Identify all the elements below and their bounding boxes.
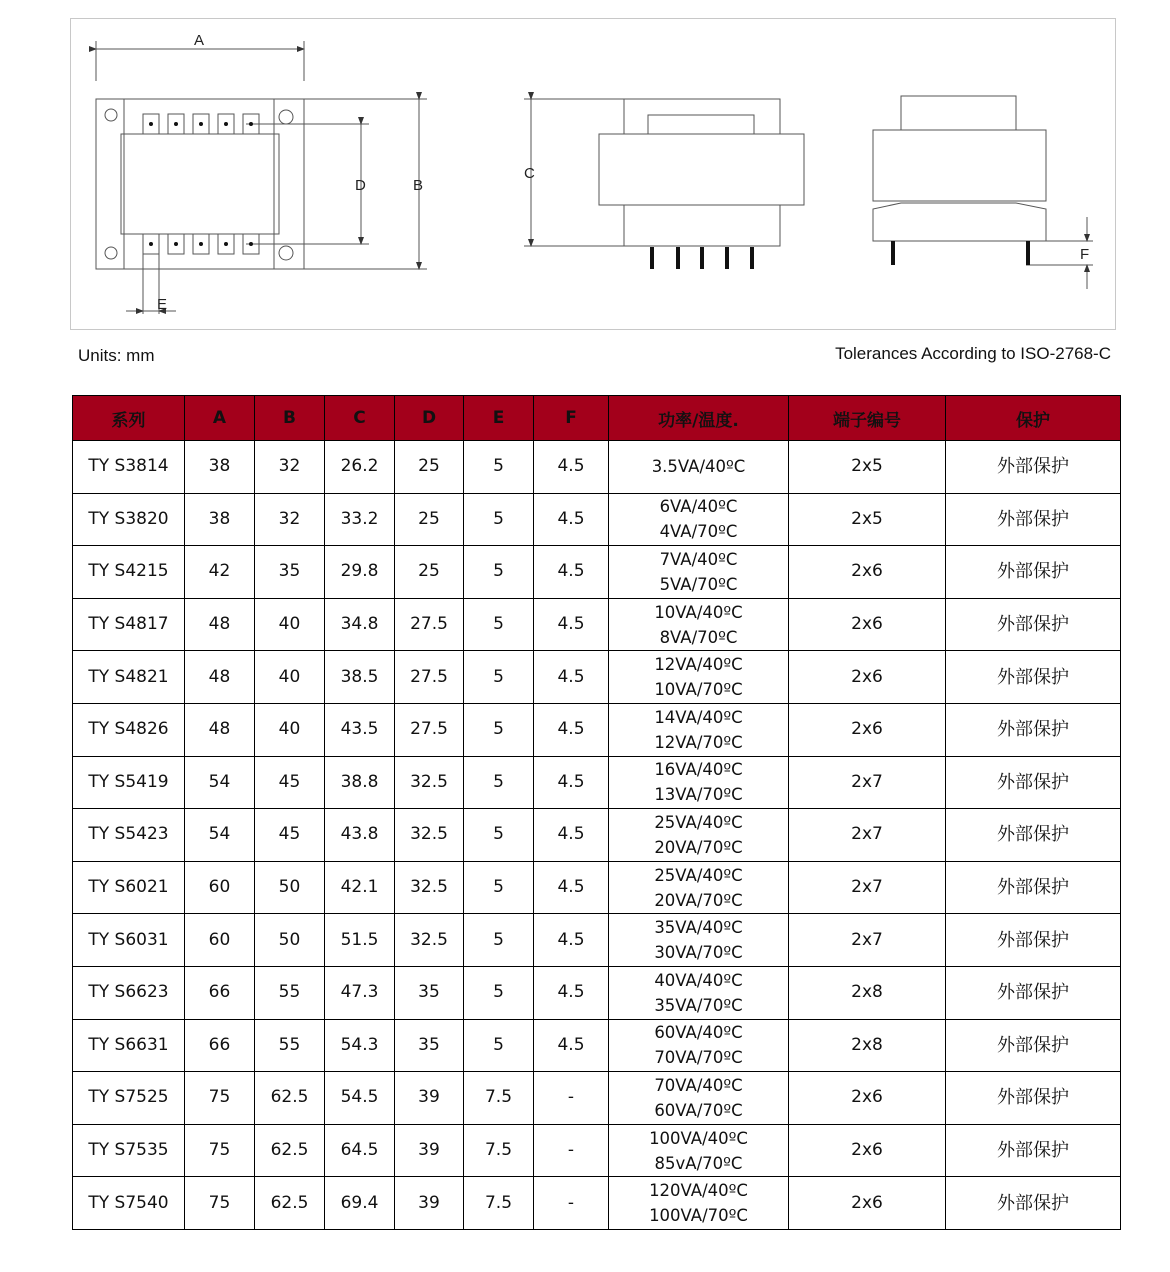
cell-power: [609, 1072, 789, 1125]
cell-a: 60: [185, 861, 255, 914]
table-row: [73, 1124, 1121, 1177]
cell-e: 5: [464, 598, 534, 651]
cell-protection: 外部保护: [946, 861, 1121, 914]
cell-f: -: [534, 1124, 609, 1177]
cell-c: 54.5: [325, 1072, 395, 1125]
power-rating-line: 13VA/70ºC: [654, 785, 743, 805]
cell-protection: 外部保护: [946, 756, 1121, 809]
power-rating-line: 3.5VA/40ºC: [651, 457, 746, 477]
cell-c: 69.4: [325, 1177, 395, 1230]
cell-power: [609, 756, 789, 809]
power-rating-line: 120VA/40ºC: [649, 1181, 748, 1201]
cell-c: 64.5: [325, 1124, 395, 1177]
table-row: [73, 546, 1121, 599]
col-header-e: E: [464, 396, 534, 441]
cell-power: [609, 914, 789, 967]
cell-e: 5: [464, 493, 534, 546]
table-row: [73, 493, 1121, 546]
cell-b: 45: [255, 809, 325, 862]
cell-f: 4.5: [534, 914, 609, 967]
cell-series: TY S7535: [73, 1124, 185, 1177]
cell-f: 4.5: [534, 493, 609, 546]
table-row: [73, 809, 1121, 862]
power-rating-line: 70VA/40ºC: [654, 1075, 743, 1095]
cell-a: 75: [185, 1072, 255, 1125]
cell-b: 40: [255, 598, 325, 651]
cell-terminals: 2x6: [789, 703, 946, 756]
cell-b: 50: [255, 914, 325, 967]
power-rating-line: 40VA/40ºC: [654, 970, 743, 990]
cell-d: 27.5: [395, 703, 464, 756]
cell-e: 7.5: [464, 1177, 534, 1230]
cell-protection: 外部保护: [946, 1124, 1121, 1177]
cell-e: 5: [464, 756, 534, 809]
cell-f: 4.5: [534, 809, 609, 862]
cell-terminals: 2x7: [789, 914, 946, 967]
cell-d: 32.5: [395, 914, 464, 967]
cell-f: 4.5: [534, 546, 609, 599]
cell-d: 39: [395, 1124, 464, 1177]
cell-power: [609, 441, 789, 494]
power-rating-line: 35VA/40ºC: [654, 918, 743, 938]
cell-d: 25: [395, 441, 464, 494]
table-row: [73, 1072, 1121, 1125]
cell-a: 42: [185, 546, 255, 599]
cell-series: TY S4817: [73, 598, 185, 651]
cell-f: 4.5: [534, 861, 609, 914]
cell-d: 35: [395, 1019, 464, 1072]
cell-a: 48: [185, 598, 255, 651]
cell-series: TY S4821: [73, 651, 185, 704]
cell-b: 35: [255, 546, 325, 599]
col-header-f: F: [534, 396, 609, 441]
table-row: [73, 703, 1121, 756]
cell-f: 4.5: [534, 598, 609, 651]
power-rating-line: 4VA/70ºC: [659, 522, 738, 542]
power-rating-line: 35VA/70ºC: [654, 995, 743, 1015]
dim-label-c: C: [524, 165, 535, 182]
table-header-row: [73, 396, 1121, 441]
col-header-b: B: [255, 396, 325, 441]
end-view-top: [901, 96, 1016, 130]
cell-power: [609, 809, 789, 862]
cell-e: 5: [464, 914, 534, 967]
cell-a: 75: [185, 1177, 255, 1230]
table-row: [73, 651, 1121, 704]
cell-f: 4.5: [534, 756, 609, 809]
cell-power: [609, 546, 789, 599]
cell-terminals: 2x5: [789, 441, 946, 494]
power-rating-line: 25VA/40ºC: [654, 812, 743, 832]
cell-e: 5: [464, 861, 534, 914]
side-view-core: [599, 134, 804, 205]
cell-terminals: 2x7: [789, 756, 946, 809]
col-header-a: A: [185, 396, 255, 441]
cell-f: 4.5: [534, 1019, 609, 1072]
cell-protection: 外部保护: [946, 546, 1121, 599]
power-rating-line: 12VA/40ºC: [654, 655, 743, 675]
cell-c: 38.5: [325, 651, 395, 704]
power-rating-line: 30VA/70ºC: [654, 943, 743, 963]
table-row: [73, 1019, 1121, 1072]
cell-series: TY S3820: [73, 493, 185, 546]
table-row: [73, 756, 1121, 809]
cell-b: 62.5: [255, 1072, 325, 1125]
cell-power: [609, 651, 789, 704]
dim-label-e: E: [157, 296, 168, 313]
power-rating-line: 70VA/70ºC: [654, 1048, 743, 1068]
cell-a: 60: [185, 914, 255, 967]
cell-c: 51.5: [325, 914, 395, 967]
col-header-terminals: 端子编号: [789, 396, 946, 441]
cell-b: 62.5: [255, 1124, 325, 1177]
cell-protection: 外部保护: [946, 1072, 1121, 1125]
cell-terminals: 2x6: [789, 1177, 946, 1230]
cell-a: 66: [185, 966, 255, 1019]
cell-terminals: 2x7: [789, 861, 946, 914]
cell-power: [609, 703, 789, 756]
cell-terminals: 2x8: [789, 966, 946, 1019]
cell-power: [609, 1177, 789, 1230]
power-rating-line: 85vA/70ºC: [654, 1153, 743, 1173]
cell-f: 4.5: [534, 966, 609, 1019]
cell-power: [609, 493, 789, 546]
cell-d: 27.5: [395, 598, 464, 651]
cell-b: 45: [255, 756, 325, 809]
cell-terminals: 2x8: [789, 1019, 946, 1072]
power-rating-line: 100VA/40ºC: [649, 1128, 748, 1148]
table-row: [73, 598, 1121, 651]
dim-label-f: F: [1080, 246, 1090, 263]
cell-d: 32.5: [395, 809, 464, 862]
cell-e: 5: [464, 441, 534, 494]
cell-series: TY S4826: [73, 703, 185, 756]
power-rating-line: 7VA/40ºC: [659, 549, 738, 569]
power-rating-line: 12VA/70ºC: [654, 732, 743, 752]
cell-b: 40: [255, 651, 325, 704]
dim-label-d: D: [355, 177, 366, 194]
cell-protection: 外部保护: [946, 1177, 1121, 1230]
cell-terminals: 2x6: [789, 598, 946, 651]
cell-terminals: 2x7: [789, 809, 946, 862]
cell-protection: 外部保护: [946, 493, 1121, 546]
cell-series: TY S7525: [73, 1072, 185, 1125]
cell-e: 7.5: [464, 1124, 534, 1177]
cell-b: 55: [255, 966, 325, 1019]
power-rating-line: 10VA/70ºC: [654, 680, 743, 700]
cell-a: 48: [185, 703, 255, 756]
cell-series: TY S5423: [73, 809, 185, 862]
cell-d: 32.5: [395, 756, 464, 809]
cell-a: 75: [185, 1124, 255, 1177]
technical-drawing: [70, 18, 1116, 330]
power-rating-line: 60VA/70ºC: [654, 1100, 743, 1120]
top-view-core: [121, 134, 279, 234]
table-row: [73, 861, 1121, 914]
units-note: Units: mm: [78, 346, 155, 365]
cell-protection: 外部保护: [946, 914, 1121, 967]
cell-power: [609, 861, 789, 914]
power-rating-line: 10VA/40ºC: [654, 602, 743, 622]
spec-table: [72, 395, 1121, 1230]
cell-a: 38: [185, 441, 255, 494]
cell-f: 4.5: [534, 441, 609, 494]
cell-protection: 外部保护: [946, 1019, 1121, 1072]
table-body: [73, 441, 1121, 1230]
pin-dots: [149, 122, 1030, 269]
cell-series: TY S4215: [73, 546, 185, 599]
end-view-base: [873, 203, 1046, 241]
power-rating-line: 14VA/40ºC: [654, 707, 743, 727]
cell-d: 39: [395, 1072, 464, 1125]
power-rating-line: 25VA/40ºC: [654, 865, 743, 885]
dim-label-b: B: [413, 177, 424, 194]
power-rating-line: 6VA/40ºC: [659, 497, 738, 517]
cell-c: 54.3: [325, 1019, 395, 1072]
cell-series: TY S3814: [73, 441, 185, 494]
cell-d: 35: [395, 966, 464, 1019]
cell-e: 5: [464, 651, 534, 704]
cell-terminals: 2x6: [789, 651, 946, 704]
cell-e: 5: [464, 1019, 534, 1072]
cell-series: TY S6623: [73, 966, 185, 1019]
cell-c: 43.5: [325, 703, 395, 756]
cell-a: 66: [185, 1019, 255, 1072]
cell-a: 54: [185, 809, 255, 862]
cell-e: 7.5: [464, 1072, 534, 1125]
col-header-series: 系列: [73, 396, 185, 441]
cell-d: 25: [395, 546, 464, 599]
table-row: [73, 914, 1121, 967]
cell-d: 27.5: [395, 651, 464, 704]
cell-power: [609, 1019, 789, 1072]
cell-e: 5: [464, 546, 534, 599]
power-rating-line: 8VA/70ºC: [659, 627, 738, 647]
cell-series: TY S6631: [73, 1019, 185, 1072]
cell-c: 47.3: [325, 966, 395, 1019]
power-rating-line: 5VA/70ºC: [659, 574, 738, 594]
cell-e: 5: [464, 966, 534, 1019]
cell-series: TY S6021: [73, 861, 185, 914]
cell-series: TY S7540: [73, 1177, 185, 1230]
cell-series: TY S6031: [73, 914, 185, 967]
cell-c: 38.8: [325, 756, 395, 809]
cell-c: 42.1: [325, 861, 395, 914]
cell-e: 5: [464, 809, 534, 862]
power-rating-line: 60VA/40ºC: [654, 1023, 743, 1043]
cell-f: 4.5: [534, 703, 609, 756]
table-row: [73, 1177, 1121, 1230]
table-row: [73, 966, 1121, 1019]
col-header-c: C: [325, 396, 395, 441]
cell-protection: 外部保护: [946, 598, 1121, 651]
cell-a: 48: [185, 651, 255, 704]
cell-e: 5: [464, 703, 534, 756]
cell-terminals: 2x6: [789, 546, 946, 599]
cell-b: 32: [255, 441, 325, 494]
col-header-protection: 保护: [946, 396, 1121, 441]
cell-c: 33.2: [325, 493, 395, 546]
cell-terminals: 2x5: [789, 493, 946, 546]
cell-c: 26.2: [325, 441, 395, 494]
cell-b: 50: [255, 861, 325, 914]
cell-f: -: [534, 1072, 609, 1125]
dim-label-a: A: [194, 32, 205, 49]
cell-terminals: 2x6: [789, 1072, 946, 1125]
table-row: [73, 441, 1121, 494]
power-rating-line: 20VA/70ºC: [654, 837, 743, 857]
cell-protection: 外部保护: [946, 441, 1121, 494]
transformer-dimension-drawing: [71, 19, 1117, 331]
col-header-d: D: [395, 396, 464, 441]
cell-power: [609, 966, 789, 1019]
tolerance-note: Tolerances According to ISO-2768-C: [835, 344, 1111, 363]
cell-a: 54: [185, 756, 255, 809]
cell-b: 32: [255, 493, 325, 546]
cell-c: 34.8: [325, 598, 395, 651]
cell-c: 29.8: [325, 546, 395, 599]
cell-b: 40: [255, 703, 325, 756]
side-view-top-bracket: [624, 99, 780, 134]
cell-b: 55: [255, 1019, 325, 1072]
cell-d: 25: [395, 493, 464, 546]
cell-c: 43.8: [325, 809, 395, 862]
cell-series: TY S5419: [73, 756, 185, 809]
power-rating-line: 20VA/70ºC: [654, 890, 743, 910]
cell-protection: 外部保护: [946, 651, 1121, 704]
power-rating-line: 100VA/70ºC: [649, 1206, 748, 1226]
cell-a: 38: [185, 493, 255, 546]
cell-d: 32.5: [395, 861, 464, 914]
col-header-power: 功率/温度.: [609, 396, 789, 441]
cell-power: [609, 598, 789, 651]
cell-f: 4.5: [534, 651, 609, 704]
power-rating-line: 16VA/40ºC: [654, 760, 743, 780]
cell-protection: 外部保护: [946, 703, 1121, 756]
cell-b: 62.5: [255, 1177, 325, 1230]
cell-protection: 外部保护: [946, 809, 1121, 862]
cell-f: -: [534, 1177, 609, 1230]
cell-terminals: 2x6: [789, 1124, 946, 1177]
cell-protection: 外部保护: [946, 966, 1121, 1019]
cell-power: [609, 1124, 789, 1177]
cell-d: 39: [395, 1177, 464, 1230]
